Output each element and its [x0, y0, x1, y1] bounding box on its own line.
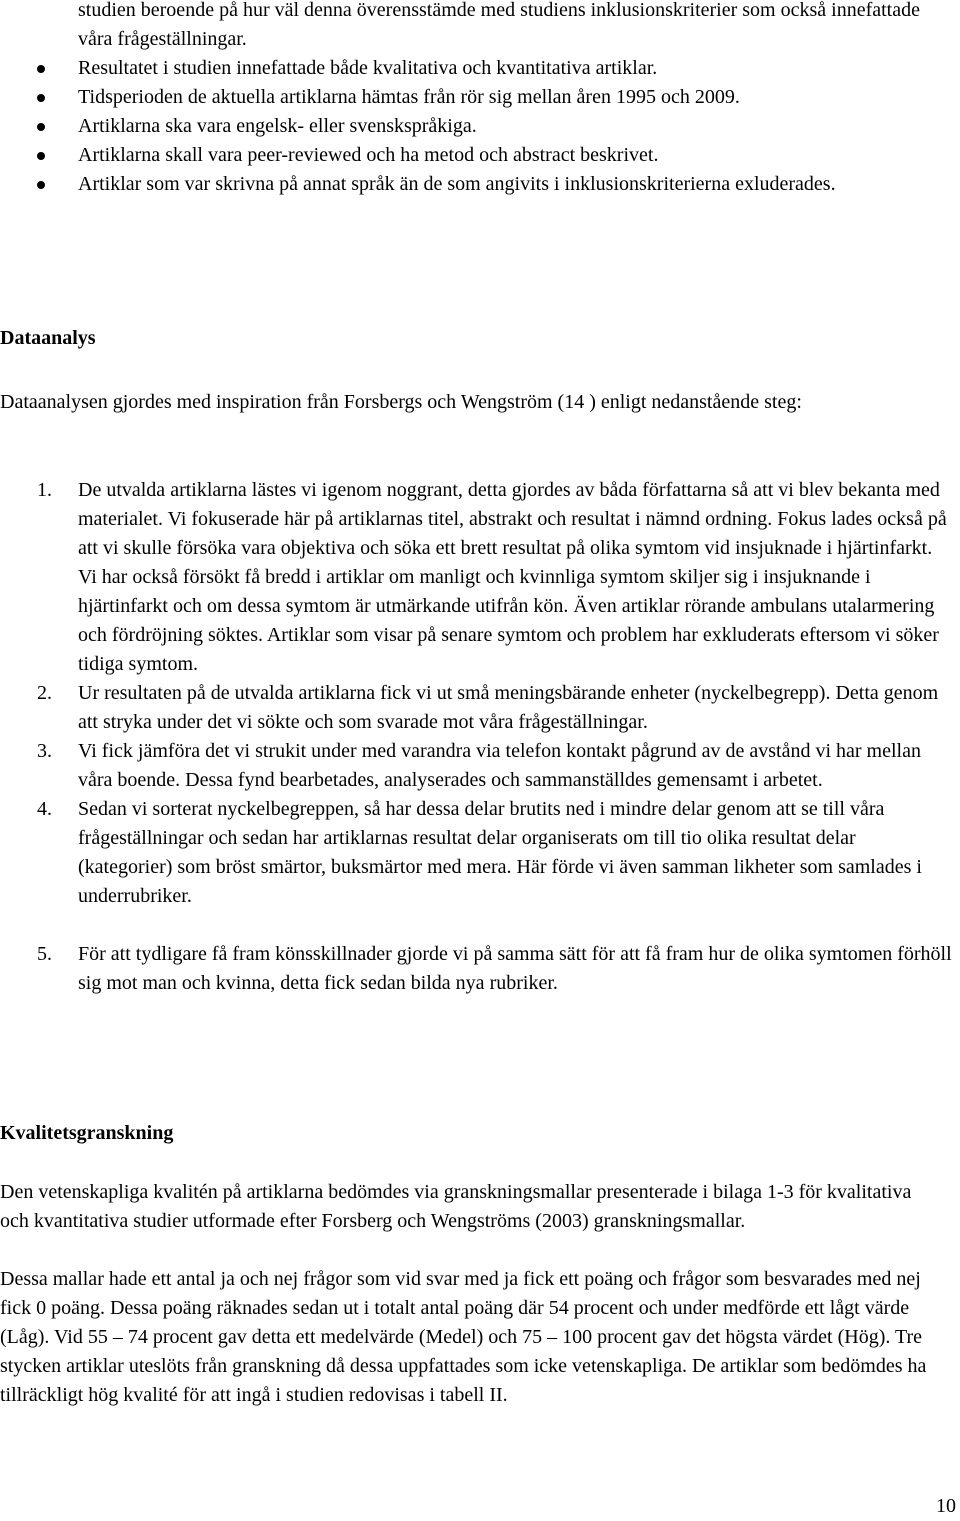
step-text: Vi fick jämföra det vi strukit under med varandra via telefon kontakt pågrund av de avstånd vi har mellan våra boende. Dessa fynd bearbetades, analyserades och sammanställdes gemensamt i arbetet.: [78, 740, 921, 791]
bullet-icon: [37, 181, 45, 189]
analysis-steps-list: [0, 476, 955, 998]
page-number: 10: [936, 1495, 956, 1517]
step-item: [0, 679, 955, 737]
bullet-icon: [37, 152, 45, 160]
list-item-text: Artiklar som var skrivna på annat språk än de som angivits i inklusionskriterierna exluderades.: [78, 173, 836, 195]
step-number: 1.: [37, 479, 52, 501]
list-item: [0, 83, 950, 112]
step-item: [0, 476, 955, 679]
kvalitetsgranskning-paragraph-1: Den vetenskapliga kvalitén på artiklarna bedömdes via granskningsmallar presenterade i bilaga 1-3 för kvalitativa och kvantitativa studier utformade efter Forsberg och Wengströms (2003) granskningsmallar.: [0, 1181, 912, 1232]
kvalitetsgranskning-paragraph-2: Dessa mallar hade ett antal ja och nej frågor som vid svar med ja fick ett poäng och frågor som besvarades med nej fick 0 poäng. Dessa poäng räknades sedan ut i totalt antal poäng där 54 procent och under medförde ett lågt värde (Låg). Vid 55 – 74 procent gav detta ett medelvärde (Medel) och 75 – 100 procent gav det högsta värdet (Hög). Tre stycken artiklar uteslöts från granskning då dessa uppfattades som icke vetenskapliga. De artiklar som bedömdes ha tillräckligt hög kvalité för att ingå i studien redovisas i tabell II.: [0, 1268, 927, 1406]
list-item: [0, 54, 950, 83]
step-text: För att tydligare få fram könsskillnader gjorde vi på samma sätt för att få fram hur de olika symtomen förhöll sig mot man och kvinna, detta fick sedan bilda nya rubriker.: [78, 943, 952, 994]
list-item-text: Artiklarna ska vara engelsk- eller svenskspråkiga.: [78, 115, 477, 137]
bullet-icon: [37, 65, 45, 73]
step-item: [0, 940, 955, 998]
list-item-text: Artiklarna skall vara peer-reviewed och ha metod och abstract beskrivet.: [78, 144, 659, 166]
step-item: [0, 795, 955, 911]
dataanalys-heading: Dataanalys: [0, 327, 96, 349]
bullet-icon: [37, 123, 45, 131]
step-number: 3.: [37, 740, 52, 762]
list-item-text: Tidsperioden de aktuella artiklarna hämtas från rör sig mellan åren 1995 och 2009.: [78, 86, 740, 108]
dataanalys-intro-paragraph: Dataanalysen gjordes med inspiration från Forsbergs och Wengström (14 ) enligt nedanstående steg:: [0, 391, 802, 413]
list-item-text: Resultatet i studien innefattade både kvalitativa och kvantitativa artiklar.: [78, 57, 658, 79]
list-item: [0, 112, 950, 141]
step-text: De utvalda artiklarna lästes vi igenom noggrant, detta gjordes av båda författarna så att vi blev bekanta med materialet. Vi fokuserade här på artiklarnas titel, abstrakt och resultat i nämnd ordning. Fokus lades också på att vi skulle försöka vara objektiva och söka ett brett resultat på olika symtom vid insjuknade i hjärtinfarkt. Vi har också försökt få bredd i artiklar om manligt och kvinnliga symtom skiljer sig i insjuknande i hjärtinfarkt och om dessa symtom är utmärkande utifrån kön. Även artiklar rörande ambulans utalarmering och fördröjning söktes. Artiklar som visar på senare symtom och problem har exkluderats eftersom vi söker tidiga symtom.: [78, 479, 947, 675]
inclusion-criteria-list: [0, 54, 950, 199]
step-item: [0, 737, 955, 795]
step-number: 5.: [37, 943, 52, 965]
step-text: Sedan vi sorterat nyckelbegreppen, så har dessa delar brutits ned i mindre delar genom att se till våra frågeställningar och sedan har artiklarnas resultat delar organiserats om till tio olika resultat delar (kategorier) som bröst smärtor, buksmärtor med mera. Här förde vi även samman likheter som samlades i underrubriker.: [78, 798, 922, 907]
step-text: Ur resultaten på de utvalda artiklarna fick vi ut små meningsbärande enheter (nyckelbegrepp). Detta genom att stryka under det vi sökte och som svarade mot våra frågeställningar.: [78, 682, 939, 733]
list-item: [0, 141, 950, 170]
bullet-icon: [37, 94, 45, 102]
list-item: [0, 170, 950, 199]
step-number: 4.: [37, 798, 52, 820]
step-number: 2.: [37, 682, 52, 704]
kvalitetsgranskning-heading: Kvalitetsgranskning: [0, 1122, 174, 1144]
intro-continuation-text: studien beroende på hur väl denna överensstämde med studiens inklusionskriterier som också innefattade våra frågeställningar.: [78, 0, 920, 50]
